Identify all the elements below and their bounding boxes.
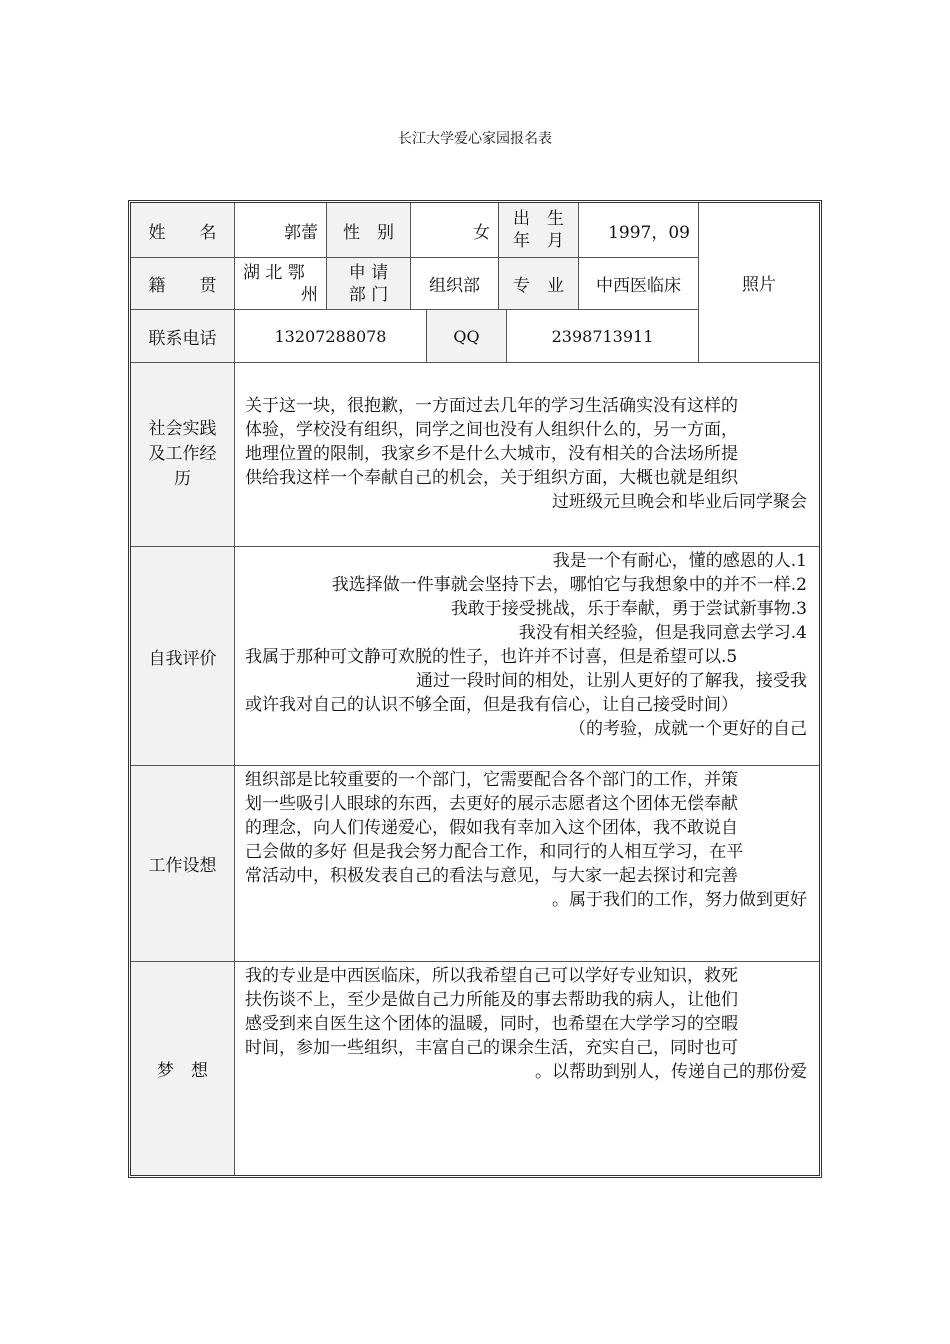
social-line: 供给我这样一个奉献自己的机会，关于组织方面，大概也就是组织 [245,468,738,488]
self-eval-line: 我是一个有耐心，懂的感恩的人.1 [552,551,807,571]
gender-value: 女 [411,203,499,258]
native-value-line2: 州 [301,284,318,305]
social-label-line1: 社会实践 [148,419,217,439]
dream-line: 我的专业是中西医临床，所以我希望自己可以学好专业知识，救死 [245,966,738,986]
self-eval-line: 我选择做一件事就会坚持下去，哪怕它与我想象中的并不一样.2 [331,575,807,595]
photo-placeholder: 照片 [699,203,819,363]
social-label-line3: 历 [174,469,191,489]
plan-line: 的理念，向人们传递爱心，假如我有幸加入这个团体，我不敢说自 [245,818,738,838]
birth-label-line2: 年 月 [513,231,564,251]
plan-line: 常活动中，积极发表自己的看法与意见，与大家一起去探讨和完善 [245,866,738,886]
dept-label-line1: 申 请 [348,262,389,283]
dream-line: 时间，参加一些组织，丰富自己的课余生活，充实自己，同时也可 [245,1038,738,1058]
qq-value: 2398713911 [507,310,699,363]
gender-label: 性 别 [327,203,411,258]
self-eval-line: 我敢于接受挑战，乐于奉献，勇于尝试新事物.3 [450,599,807,619]
self-eval-line: 通过一段时间的相处，让别人更好的了解我，接受我 [416,671,807,691]
social-line: 关于这一块，很抱歉，一方面过去几年的学习生活确实没有这样的 [245,396,738,416]
plan-line: 己会做的多好 但是我会努力配合工作，和同行的人相互学习，在平 [245,842,744,862]
dream-line: 感受到来自医生这个团体的温暖，同时，也希望在大学学习的空暇 [245,1014,738,1034]
dream-line: 扶伤谈不上，至少是做自己力所能及的事去帮助我的病人，让他们 [245,990,738,1010]
self-eval-line: 或许我对自己的认识不够全面，但是我有信心，让自己接受时间） [245,695,738,715]
native-value [235,258,327,310]
social-content [235,363,819,547]
qq-label: QQ [427,310,507,363]
dream-label: 梦 想 [131,962,235,1175]
self-eval-line: 我没有相关经验，但是我同意去学习.4 [518,623,807,643]
native-value-line1: 湖 北 鄂 [243,262,305,283]
major-value: 中西医临床 [579,258,699,310]
social-label [131,363,235,547]
social-line: 地理位置的限制，我家乡不是什么大城市，没有相关的合法场所提 [245,444,738,464]
dept-label [327,258,411,310]
plan-line: 。属于我们的工作，努力做到更好 [552,890,807,910]
registration-form [128,200,822,1178]
plan-line: 组织部是比较重要的一个部门，它需要配合各个部门的工作，并策 [245,770,738,790]
self-eval-line: （的考验，成就一个更好的自己 [569,719,807,739]
major-label: 专 业 [499,258,579,310]
form-title: 长江大学爱心家园报名表 [398,131,552,147]
social-label-line2: 及工作经 [148,444,217,464]
name-value: 郭蕾 [235,203,327,258]
plan-label: 工作设想 [131,766,235,962]
dept-value: 组织部 [411,258,499,310]
birth-value: 1997，09 [579,203,699,258]
social-line: 过班级元旦晚会和毕业后同学聚会 [552,492,807,512]
row3-right-spacer [699,310,819,363]
self-eval-label: 自我评价 [131,547,235,766]
social-line: 体验，学校没有组织，同学之间也没有人组织什么的，另一方面， [245,420,738,440]
self-eval-line: 我属于那种可文静可欢脱的性子，也许并不讨喜，但是希望可以.5 [245,647,738,667]
dream-line: 。以帮助到别人，传递自己的那份爱 [535,1062,807,1082]
native-label: 籍 贯 [131,258,235,310]
birth-label-line1: 出 生 [513,209,564,229]
dept-label-line2: 部 门 [348,284,389,305]
name-label: 姓 名 [131,203,235,258]
birth-label [499,203,579,258]
plan-content [235,766,819,962]
dream-content [235,962,819,1175]
phone-value: 13207288078 [235,310,427,363]
plan-line: 划一些吸引人眼球的东西，去更好的展示志愿者这个团体无偿奉献 [245,794,738,814]
phone-label: 联系电话 [131,310,235,363]
self-eval-content [235,547,819,766]
